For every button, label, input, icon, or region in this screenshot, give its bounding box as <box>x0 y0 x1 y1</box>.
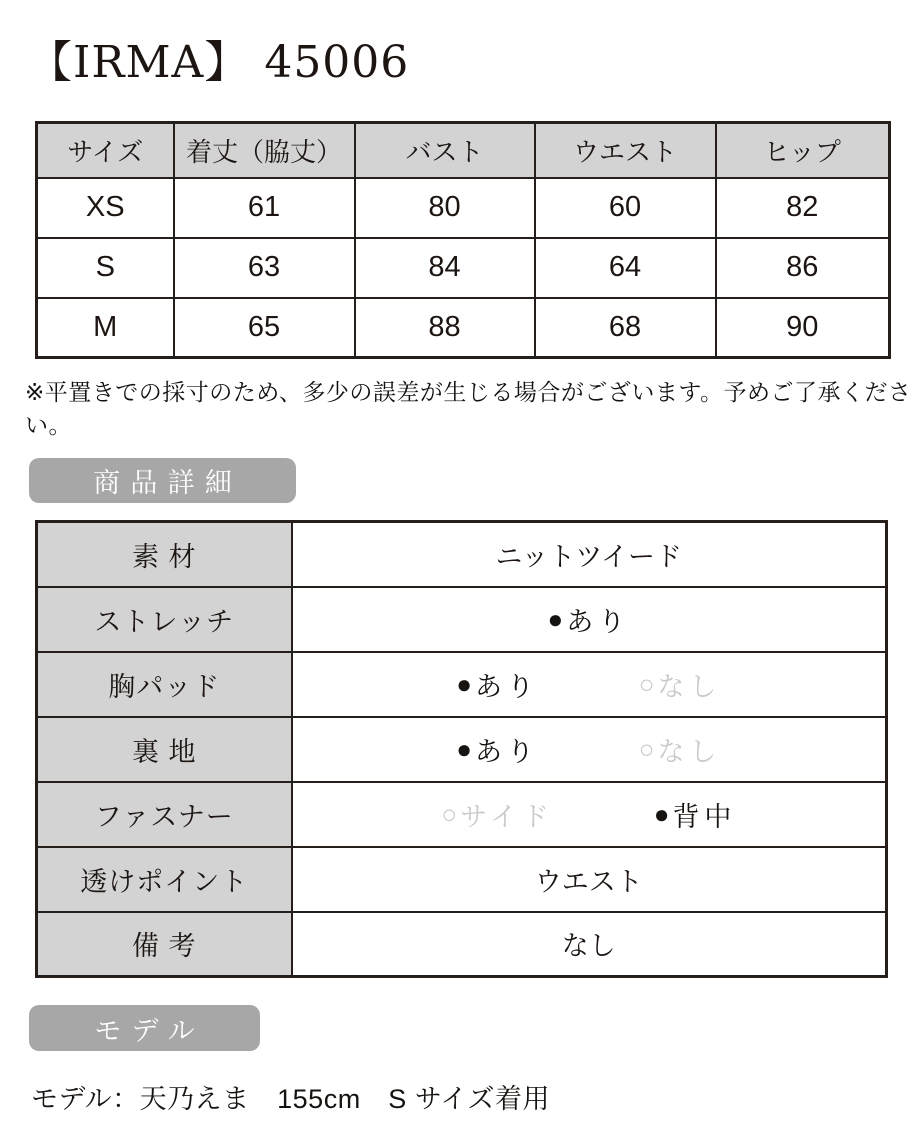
option-text: 背中 <box>672 801 737 832</box>
waist-value: 64 <box>535 238 716 298</box>
option-text: あり <box>566 606 630 637</box>
page-title: 【IRMA】 45006 <box>28 37 410 88</box>
length-value: 65 <box>174 298 355 358</box>
size-table <box>35 121 891 359</box>
size-label: M <box>37 298 174 358</box>
table-row <box>37 912 887 977</box>
filled-circle-icon: ● <box>456 733 473 764</box>
product-spec-sheet <box>0 26 920 1130</box>
size-label: S <box>37 238 174 298</box>
table-row <box>37 587 887 652</box>
zipper-option-unselected <box>441 795 553 834</box>
waist-value: 60 <box>535 178 716 238</box>
option-text: あり <box>475 671 539 702</box>
bust-value: 84 <box>355 238 535 298</box>
table-row <box>37 522 887 587</box>
model-info: モデル：天乃えま 155cm S サイズ着用 <box>31 1084 551 1114</box>
empty-circle-icon: ○ <box>638 733 655 764</box>
length-col-header: 着丈（脇丈） <box>174 123 355 178</box>
table-row <box>37 782 887 847</box>
model-heading: モデル <box>29 1005 260 1051</box>
product-detail-heading: 商品詳細 <box>29 458 296 503</box>
size-table-header-row <box>37 123 890 178</box>
waist-value: 68 <box>535 298 716 358</box>
filled-circle-icon: ● <box>653 798 670 829</box>
lining-option-unselected <box>639 730 721 769</box>
chest-pad-option-unselected <box>639 665 721 704</box>
empty-circle-icon: ○ <box>638 668 655 699</box>
filled-circle-icon: ● <box>547 603 564 634</box>
sheer-point-label: 透けポイント <box>37 847 292 912</box>
waist-col-header: ウエスト <box>535 123 716 178</box>
measurement-note: ※平置きでの採寸のため、多少の誤差が生じる場合がございます。予めご了承ください。 <box>25 379 912 438</box>
bust-col-header: バスト <box>355 123 535 178</box>
table-row <box>37 298 890 358</box>
stretch-option-selected <box>548 600 630 639</box>
option-text: あり <box>475 736 539 767</box>
length-value: 63 <box>174 238 355 298</box>
sheer-point-value: ウエスト <box>292 847 887 912</box>
remarks-label: 備 考 <box>37 912 292 977</box>
zipper-label: ファスナー <box>37 782 292 847</box>
size-label: XS <box>37 178 174 238</box>
stretch-label: ストレッチ <box>37 587 292 652</box>
hip-value: 90 <box>716 298 890 358</box>
hip-col-header: ヒップ <box>716 123 890 178</box>
bust-value: 88 <box>355 298 535 358</box>
chest-pad-label: 胸パッド <box>37 652 292 717</box>
table-row <box>37 178 890 238</box>
lining-option-selected <box>456 730 538 769</box>
chest-pad-option-selected <box>456 665 538 704</box>
table-row <box>37 238 890 298</box>
filled-circle-icon: ● <box>456 668 473 699</box>
length-value: 61 <box>174 178 355 238</box>
table-row <box>37 652 887 717</box>
bust-value: 80 <box>355 178 535 238</box>
lining-label: 裏 地 <box>37 717 292 782</box>
size-col-header: サイズ <box>37 123 174 178</box>
empty-circle-icon: ○ <box>441 798 458 829</box>
hip-value: 86 <box>716 238 890 298</box>
material-value: ニットツイード <box>292 522 887 587</box>
option-text: なし <box>657 736 722 767</box>
table-row <box>37 717 887 782</box>
table-row <box>37 847 887 912</box>
zipper-option-selected <box>654 795 736 834</box>
product-detail-table <box>35 520 888 978</box>
material-label: 素 材 <box>37 522 292 587</box>
option-text: なし <box>657 671 722 702</box>
option-text: サイド <box>460 801 554 832</box>
hip-value: 82 <box>716 178 890 238</box>
remarks-value: なし <box>292 912 887 977</box>
